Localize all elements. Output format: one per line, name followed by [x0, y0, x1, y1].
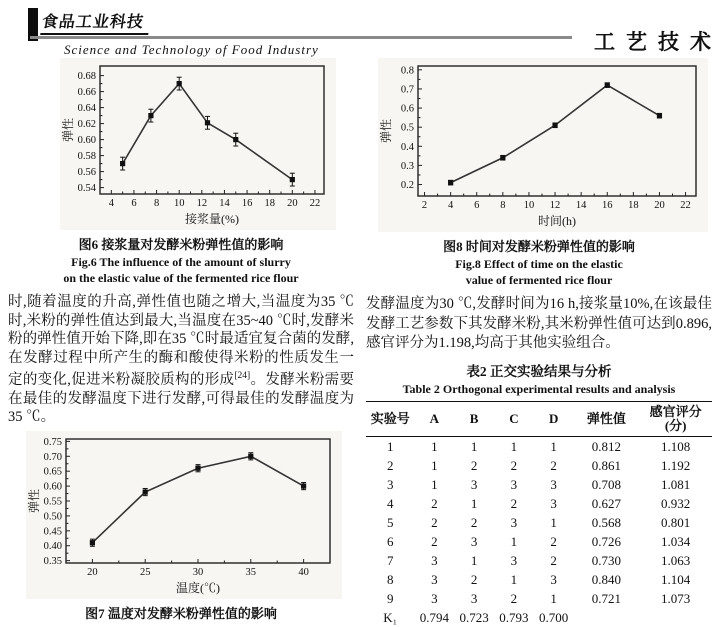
table-cell: 2 [550, 457, 557, 473]
svg-text:0.56: 0.56 [77, 167, 96, 179]
svg-text:0.62: 0.62 [77, 119, 96, 131]
table-cell: 3 [470, 476, 478, 492]
figure6-chart [60, 58, 336, 230]
svg-text:0.65: 0.65 [43, 466, 62, 478]
table-row [366, 532, 712, 551]
table-cell: 9 [386, 590, 394, 606]
svg-text:10: 10 [173, 198, 185, 209]
svg-text:0.35: 0.35 [43, 556, 62, 568]
table-cell: 1 [431, 438, 438, 454]
table-row [366, 551, 712, 570]
table-row [366, 456, 712, 475]
table-cell: 0.708 [591, 476, 622, 492]
figure8-caption-zh: 图8 时间对发酵米粉弹性值的影响 [443, 239, 635, 254]
table-cell: 3 [550, 571, 557, 587]
table-cell: 3 [386, 476, 394, 492]
svg-text:4: 4 [108, 198, 114, 209]
figure6-caption-zh: 图6 接浆量对发酵米粉弹性值的影响 [78, 237, 284, 252]
svg-text:2: 2 [421, 200, 428, 211]
table-cell: K₁ [383, 609, 398, 625]
table-row [366, 608, 712, 627]
svg-text:0.64: 0.64 [77, 103, 96, 115]
svg-text:6: 6 [131, 198, 137, 209]
table-cell: 2 [470, 514, 478, 530]
svg-text:温度(℃): 温度(℃) [176, 580, 220, 595]
table-row [366, 513, 712, 532]
svg-text:0.66: 0.66 [77, 87, 96, 99]
table-row [366, 436, 712, 456]
body-paragraph-right: 发酵温度为30 ℃,发酵时间为16 h,接浆量10%,在该最佳发酵工艺参数下其发酵米粉,其米粉弹性值可达到0.896,感官评分为1.198,均高于其他实验组合。 [366, 296, 712, 352]
table-cell: 6 [386, 533, 394, 549]
svg-text:6: 6 [474, 200, 480, 211]
table-cell: 0.793 [499, 609, 529, 625]
table-cell: 1 [550, 590, 557, 606]
svg-text:0.54: 0.54 [77, 183, 96, 195]
svg-text:22: 22 [680, 200, 691, 211]
svg-text:弹性: 弹性 [27, 488, 41, 513]
paragraph-text: 。发酵米粉需要在最佳的发酵温度下进行发酵,可得最佳的发酵温度为35 ℃。 [8, 372, 354, 426]
paragraph-text: 时,随着温度的升高,弹性值也随之增大,当温度为35 ℃时,米粉的弹性值达到最大,当温度在35~40 ℃时,发酵米粉的弹性值开始下降,即在35 ℃时最适宜复合菌的发酵,在发酵过程中所产生的酶和酸使得米粉的性质发生一定的变化,促进米粉凝胶质构的形成 [8, 294, 354, 389]
svg-text:8: 8 [500, 200, 506, 211]
svg-text:30: 30 [192, 566, 204, 578]
table-cell: 1 [550, 514, 557, 530]
svg-text:12: 12 [196, 198, 208, 209]
table-cell [574, 608, 640, 627]
svg-text:4: 4 [448, 200, 454, 211]
body-paragraph-left [8, 293, 354, 427]
table-cell: 0.627 [591, 495, 622, 511]
col-header-a: A [414, 401, 454, 436]
col-header-sensory-line2: (分) [664, 417, 687, 433]
svg-text:0.6: 0.6 [400, 103, 414, 115]
table-cell: 1.192 [661, 457, 691, 473]
table-body [366, 436, 712, 627]
table-cell: 2 [470, 571, 478, 587]
table-cell: 1 [510, 533, 518, 549]
svg-text:0.7: 0.7 [400, 84, 414, 96]
table-cell: 0.861 [591, 457, 622, 473]
svg-text:0.55: 0.55 [43, 496, 62, 508]
fig8-plot [378, 58, 708, 232]
table-cell: 5 [386, 514, 394, 530]
figure6-caption-en-line1: Fig.6 The influence of the amount of slurry [71, 255, 291, 269]
svg-text:时间(h): 时间(h) [538, 214, 576, 228]
svg-text:35: 35 [245, 566, 257, 578]
svg-text:25: 25 [139, 566, 151, 578]
table-cell: 2 [550, 552, 557, 568]
svg-text:0.3: 0.3 [400, 160, 414, 172]
table-cell: 0.723 [459, 609, 489, 625]
svg-text:20: 20 [287, 198, 298, 209]
table-cell: 1 [470, 552, 478, 568]
fig7-plot [26, 431, 342, 599]
figure8-caption-en-line1: Fig.8 Effect of time on the elastic [455, 257, 623, 271]
col-header-sensory [639, 401, 712, 436]
svg-text:0.45: 0.45 [43, 526, 62, 538]
col-header-elasticity: 弹性值 [574, 401, 640, 436]
table-cell: 1.081 [661, 476, 691, 492]
svg-text:14: 14 [219, 198, 230, 209]
figure8-caption-en-line2: value of fermented rice flour [465, 273, 613, 287]
table2-caption-zh: 表2 正交实验结果与分析 [466, 363, 612, 379]
table-cell: 2 [510, 590, 518, 606]
table-cell: 3 [510, 552, 518, 568]
svg-text:0.60: 0.60 [77, 135, 96, 147]
svg-text:40: 40 [298, 566, 309, 578]
table-cell: 2 [386, 457, 394, 473]
table-cell: 3 [510, 476, 518, 492]
table-cell: 3 [470, 533, 478, 549]
table-cell: 0.932 [661, 495, 691, 511]
svg-text:弹性: 弹性 [379, 118, 393, 144]
svg-text:0.40: 0.40 [43, 541, 62, 553]
table-cell: 1 [431, 476, 438, 492]
svg-text:0.75: 0.75 [43, 436, 62, 448]
table-cell: 2 [510, 495, 518, 511]
svg-text:接浆量(%): 接浆量(%) [185, 212, 239, 226]
table-cell: 2 [431, 533, 438, 549]
svg-text:8: 8 [153, 198, 160, 209]
svg-text:14: 14 [575, 200, 587, 211]
table-cell: 3 [550, 495, 557, 511]
svg-text:0.2: 0.2 [400, 180, 414, 192]
table-cell: 3 [431, 552, 438, 568]
col-header-run: 实验号 [366, 401, 414, 436]
left-column [8, 58, 354, 623]
col-header-sensory-line1: 感官评分 [649, 403, 702, 419]
svg-text:18: 18 [628, 200, 639, 211]
figure7-chart [26, 431, 342, 599]
table-cell: 1 [510, 438, 518, 454]
table-cell: 1.034 [661, 533, 691, 549]
svg-text:0.50: 0.50 [43, 511, 62, 523]
table-cell: 1.063 [661, 552, 691, 568]
col-header-d: D [534, 401, 574, 436]
svg-text:0.58: 0.58 [77, 151, 96, 163]
table-cell: 1 [510, 571, 518, 587]
svg-text:18: 18 [264, 198, 275, 209]
figure7-caption-zh: 图7 温度对发酵米粉弹性值的影响 [85, 605, 277, 621]
svg-text:0.5: 0.5 [400, 122, 414, 134]
table-cell: 4 [386, 495, 394, 511]
table-cell: 7 [386, 552, 394, 568]
table-cell: 2 [431, 514, 438, 530]
table-cell: 1 [431, 457, 438, 473]
table-cell: 1 [470, 495, 478, 511]
journal-logo-zh: 食品工业科技 [40, 9, 152, 35]
journal-name-en: Science and Technology of Food Industry [64, 42, 319, 57]
table-cell: 0.568 [591, 514, 622, 530]
table-cell: 1 [550, 438, 557, 454]
svg-text:0.60: 0.60 [43, 481, 62, 493]
citation-ref: [24] [234, 371, 251, 382]
svg-text:16: 16 [601, 200, 613, 211]
fig6-plot [60, 58, 336, 230]
svg-text:0.4: 0.4 [400, 141, 414, 153]
table-cell: 3 [431, 590, 438, 606]
table-cell: 2 [431, 495, 438, 511]
table-cell: 2 [510, 457, 518, 473]
table-cell: 0.730 [591, 552, 622, 568]
svg-text:0.68: 0.68 [77, 71, 96, 83]
table-cell: 0.840 [591, 571, 622, 587]
table-cell: 3 [431, 571, 438, 587]
svg-text:0.70: 0.70 [43, 451, 62, 463]
table-cell: 1.073 [661, 590, 691, 606]
table-row [366, 570, 712, 589]
col-header-c: C [494, 401, 534, 436]
table-cell: 2 [470, 457, 478, 473]
table-cell: 8 [386, 571, 394, 587]
table-row [366, 475, 712, 494]
orthogonal-table [366, 401, 712, 627]
svg-text:12: 12 [549, 200, 561, 211]
table-cell: 1.104 [661, 571, 691, 587]
header-rule [30, 36, 572, 39]
table-row [366, 494, 712, 513]
table-cell [639, 608, 712, 627]
figure6-caption-en-line2: on the elastic value of the fermented rice flour [63, 271, 299, 285]
table2-caption-en: Table 2 Orthogonal experimental results and analysis [402, 381, 676, 396]
table-cell: 3 [510, 514, 518, 530]
table-cell: 0.794 [419, 609, 449, 625]
table-cell: 0.801 [661, 514, 691, 530]
table-cell: 0.721 [591, 590, 622, 606]
table-cell: 3 [550, 476, 557, 492]
svg-text:弹性: 弹性 [61, 117, 75, 143]
svg-text:0.8: 0.8 [400, 65, 414, 77]
svg-text:10: 10 [523, 200, 535, 211]
svg-text:16: 16 [241, 198, 253, 209]
section-label: 工艺技术 [594, 30, 722, 54]
table-cell: 1 [470, 438, 478, 454]
table-cell: 2 [550, 533, 557, 549]
table-cell: 0.726 [591, 533, 622, 549]
table-row [366, 589, 712, 608]
table-cell: 1 [386, 438, 394, 454]
svg-text:20: 20 [654, 200, 665, 211]
table-cell: 1.108 [661, 438, 691, 454]
right-column [366, 58, 712, 627]
svg-text:22: 22 [309, 198, 321, 209]
col-header-b: B [454, 401, 494, 436]
figure8-chart [378, 58, 708, 232]
svg-text:20: 20 [87, 566, 98, 578]
table-cell: 0.700 [539, 609, 569, 625]
table-cell: 0.812 [591, 438, 622, 454]
table-header-row [366, 401, 712, 436]
table-cell: 3 [470, 590, 478, 606]
